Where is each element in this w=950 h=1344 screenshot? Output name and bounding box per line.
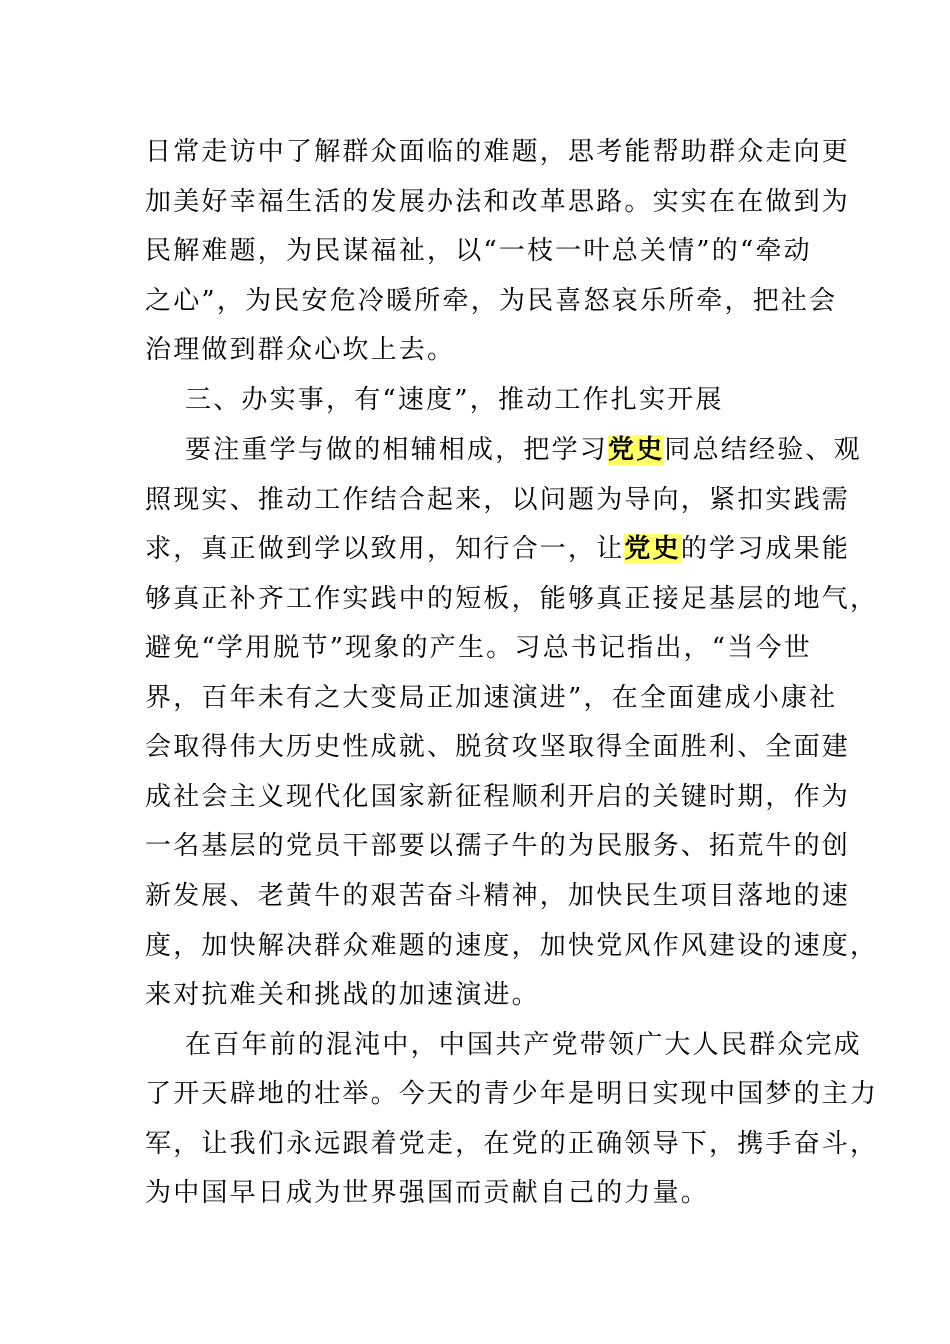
paragraph-text: 求，真正做到学以致用，知行合一，让 [145,534,625,564]
paragraph-line: 够真正补齐工作实践中的短板，能够真正接足基层的地气， [145,584,879,614]
paragraph-line: 军，让我们永远跟着党走，在党的正确领导下，携手奋斗， [145,1129,879,1159]
paragraph-text: 要注重学与做的相辅相成，把学习 [185,435,609,465]
highlighted-keyword: 党史 [608,435,665,465]
paragraph-line: 为中国早日成为世界强国而贡献自己的力量。 [145,1178,710,1208]
paragraph-line [145,529,851,569]
paragraph-text: 同总结经验、观 [664,435,862,465]
paragraph-line: 来对抗难关和挑战的加速演进。 [145,980,540,1010]
paragraph-line: 在百年前的混沌中，中国共产党带领广大人民群众完成 [185,1030,862,1060]
paragraph-line: 会取得伟大历史性成就、脱贫攻坚取得全面胜利、全面建 [145,732,851,762]
paragraph-line: 之心”，为民安危冷暖所牵，为民喜怒哀乐所牵，把社会 [145,286,838,316]
paragraph-line: 了开天辟地的壮举。今天的青少年是明日实现中国梦的主力 [145,1079,879,1109]
paragraph-text: 的学习成果能 [680,534,851,564]
paragraph-line: 新发展、老黄牛的艰苦奋斗精神，加快民生项目落地的速 [145,881,851,911]
section-heading: 三、办实事，有“速度”，推动工作扎实开展 [185,385,724,415]
paragraph-line: 治理做到群众心坎上去。 [145,335,456,365]
highlighted-keyword: 党史 [624,534,681,564]
paragraph-line: 加美好幸福生活的发展办法和改革思路。实实在在做到为 [145,187,851,217]
paragraph-line: 照现实、推动工作结合起来，以问题为导向，紧扣实践需 [145,485,851,515]
paragraph-line: 避免“学用脱节”现象的产生。习总书记指出，“当今世 [145,633,812,663]
paragraph-line: 度，加快解决群众难题的速度，加快党风作风建设的速度， [145,931,879,961]
paragraph-line: 成社会主义现代化国家新征程顺利开启的关键时期，作为 [145,782,851,812]
paragraph-line: 一名基层的党员干部要以孺子牛的为民服务、拓荒牛的创 [145,831,851,861]
paragraph-line [185,430,862,470]
paragraph-line: 民解难题，为民谋福祉，以“一枝一叶总关情”的“牵动 [145,236,812,266]
paragraph-line: 界，百年未有之大变局正加速演进”，在全面建成小康社 [145,683,838,713]
paragraph-line: 日常走访中了解群众面临的难题，思考能帮助群众走向更 [145,137,851,167]
